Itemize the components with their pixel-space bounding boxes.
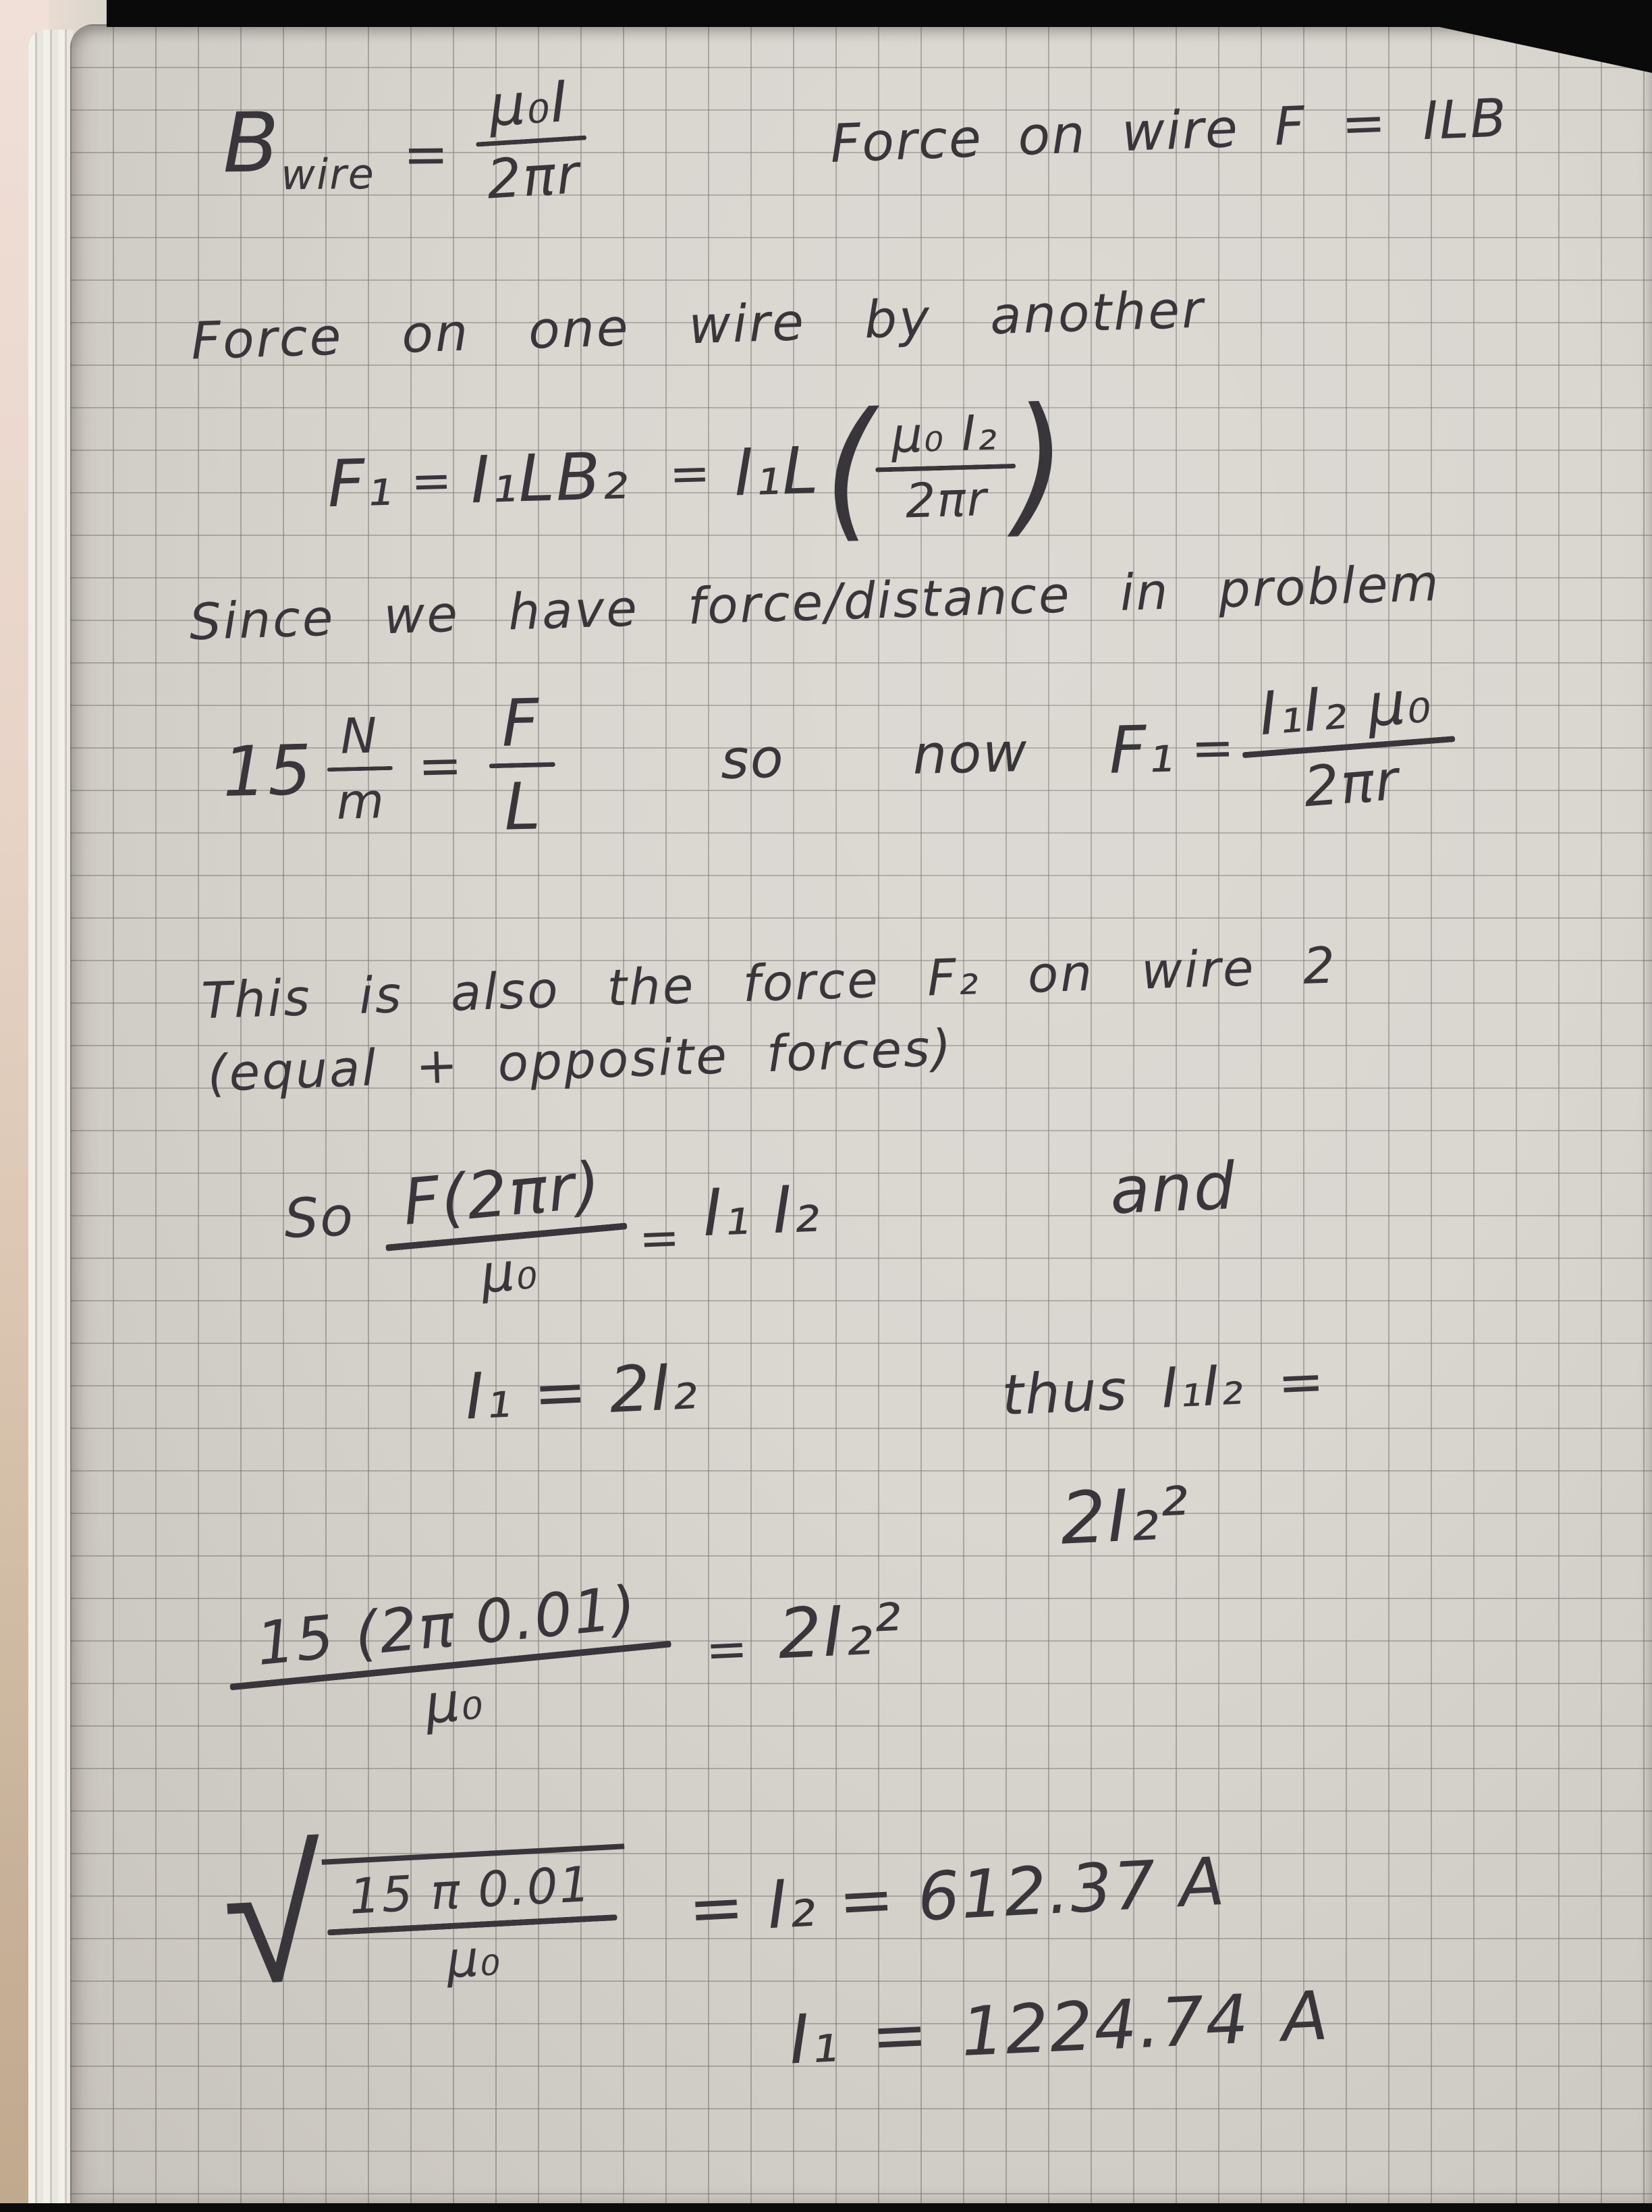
word-so: So — [283, 1185, 356, 1251]
fraction-n-over-m — [329, 707, 391, 831]
i1l-term: I₁L — [733, 432, 821, 511]
coefficient-15: 15 — [221, 730, 314, 813]
square-root — [217, 1808, 632, 2027]
fraction-numerator: μ₀ I₂ — [890, 404, 999, 464]
eq-b-wire-base: B — [222, 94, 281, 191]
eq-2i2-squared: 2I₂² — [1058, 1472, 1192, 1561]
fraction-f2pir-mu0 — [389, 1148, 622, 1310]
eq-sqrt-result — [217, 1798, 1230, 2027]
fraction-numerator: F — [500, 684, 541, 761]
word-so: so — [719, 726, 786, 792]
fraction-15-2pi-mu0 — [243, 1572, 657, 1751]
eq-b-wire-sub: wire — [280, 149, 376, 199]
fraction-denominator: L — [503, 768, 543, 845]
word-and: and — [1108, 1148, 1238, 1229]
equals-sign: = — [704, 1619, 750, 1680]
equals-sign: = — [638, 1209, 682, 1268]
eq-b-wire — [222, 68, 582, 211]
eq-f-2pir-over-mu0 — [282, 1133, 1239, 1310]
fraction-denominator: 2πr — [904, 470, 989, 529]
fraction-denominator: μ₀ — [445, 1928, 503, 1989]
eq-i1-equals-2i2: I₁ = 2I₂ — [464, 1350, 700, 1434]
eq-15-2pi-001 — [246, 1574, 906, 1740]
f1-term: F₁ — [326, 444, 395, 522]
fraction-denominator: m — [335, 772, 386, 831]
equals-sign: = — [403, 122, 451, 186]
fraction-denominator: 2πr — [485, 142, 582, 211]
equals-sign: = — [668, 444, 713, 503]
word-now: now — [912, 721, 1029, 787]
note-since-force-distance: Since we have force/distance in problem — [188, 554, 1441, 652]
result-i2: = I₂ = 612.37 A — [686, 1843, 1228, 1949]
result-i1: I₁ = 1224.74 A — [788, 1976, 1331, 2080]
close-paren: ) — [1011, 375, 1070, 553]
note-equal-opposite: (equal + opposite forces) — [206, 1019, 954, 1104]
note-force-one-wire-by-another: Force on one wire by another — [190, 279, 1206, 371]
fraction-numerator: F(2πr) — [400, 1148, 605, 1240]
fraction-denominator: μ₀ — [478, 1239, 541, 1305]
fraction-mu0I-2pir — [476, 68, 586, 211]
equals-sign: = — [417, 735, 464, 798]
fraction-mu0I2-2pir — [880, 404, 1011, 529]
eq-f1-expanded — [326, 375, 1074, 558]
2i2-squared-term: 2I₂² — [776, 1588, 905, 1675]
fraction-denominator: 2πr — [1302, 748, 1402, 820]
fraction-numerator: μ₀I — [487, 68, 571, 140]
fraction-15pi001-mu0 — [337, 1855, 607, 1993]
i1lb2-term: I₁LB₂ — [469, 437, 630, 518]
fraction-f-over-l — [490, 684, 554, 845]
equals-sign: = — [1190, 717, 1236, 779]
fraction-numerator: 15 π 0.01 — [348, 1855, 593, 1925]
fraction-i1i2mu0-2pir — [1246, 666, 1450, 821]
fraction-numerator: 15 (2π 0.01) — [253, 1572, 640, 1679]
note-thus-i1i2: thus I₁I₂ = — [1000, 1349, 1327, 1428]
f1-term: F₁ — [1108, 711, 1176, 788]
note-force-on-wire: Force on wire F = ILB — [829, 88, 1509, 175]
i1i2-term: I₁ I₂ — [701, 1170, 822, 1251]
fraction-numerator: I₁I₂ μ₀ — [1257, 666, 1435, 749]
radical-sign: √ — [217, 1808, 331, 2027]
equals-sign: = — [410, 452, 454, 510]
radicand — [322, 1843, 632, 1993]
open-paren: ( — [821, 380, 881, 558]
fraction-denominator: μ₀ — [422, 1668, 487, 1737]
note-also-force-f2: This is also the force F₂ on wire 2 — [200, 936, 1338, 1031]
fraction-numerator: N — [339, 707, 379, 765]
eq-15-n-per-m — [221, 667, 1448, 848]
